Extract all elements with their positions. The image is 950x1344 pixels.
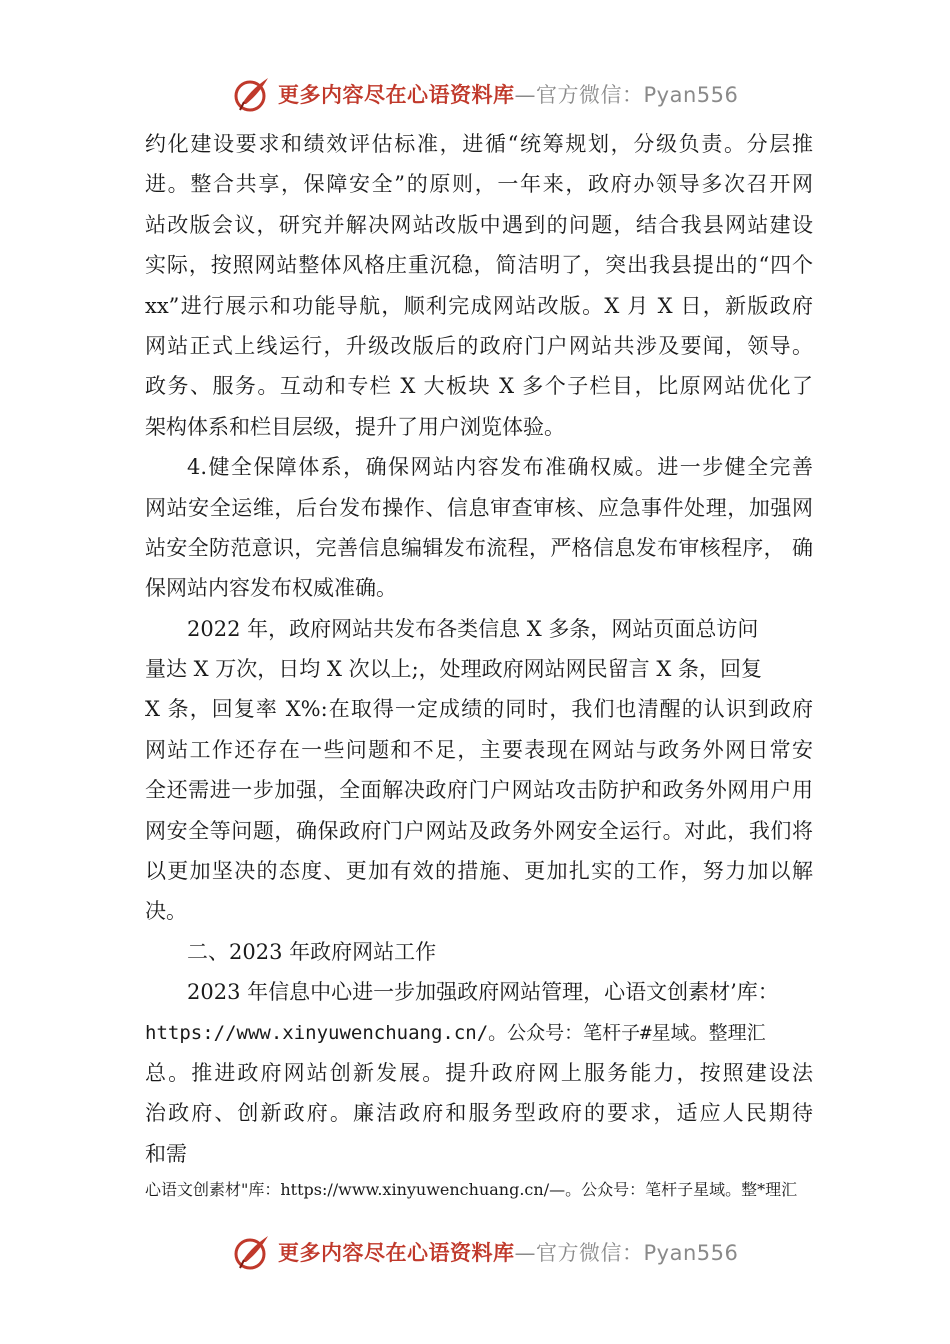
banner-wechat-id: Pyan556 [643,83,739,107]
section-heading [145,932,813,972]
footer-banner [232,1230,752,1274]
text-line: 进。整合共享，保障安全”的原则，一年来，政府办领导多次召开网 [145,172,813,197]
quill-pen-logo-icon [232,1232,272,1272]
text-line: 站安全防范意识，完善信息编辑发布流程，严格信息发布审核程序， 确 [145,535,813,560]
text-line: 约化建设要求和绩效评估标准，进循“统筹规划，分级负责。分层推 [145,132,813,156]
text-line: 架构体系和栏目层级，提升了用户浏览体验。 [145,414,565,439]
banner-title: 更多内容尽在心语资料库 [278,1241,515,1265]
banner-subtitle: —官方微信： [514,83,644,107]
quill-pen-logo-icon [232,74,272,114]
paragraph [145,609,813,932]
text-line: 量达 X 万次，日均 X 次以上;，处理政府网站网民留言 X 条，回复 [145,657,762,682]
banner-wechat-id: Pyan556 [643,1241,739,1265]
text-line: X 条，回复率 X%:在取得一定成绩的同时，我们也清醒的认识到政府 [145,697,813,722]
text-line: 保网站内容发布权威准确。 [145,576,397,601]
footer-note: 心语文创素材"库：https://www.xinyuwenchuang.cn/—。公众号：笔杆子星域。整*理汇 [145,1180,798,1199]
text-line: 网安全等问题，确保政府门户网站及政务外网安全运行。对此，我们将 [145,818,813,843]
text-line: 4.健全保障体系，确保网站内容发布准确权威。进一步健全完善 [187,455,813,480]
text-line: https://www.xinyuwenchuang.cn/。公众号：笔杆子#星域。整理汇 [145,1021,766,1044]
text-line: 2022 年，政府网站共发布各类信息 X 多条，网站页面总访问 [187,616,759,641]
text-line: 总。推进政府网站创新发展。提升政府网上服务能力，按照建设法 [145,1060,813,1085]
text-line: 全还需进一步加强，全面解决政府门户网站攻击防护和政务外网用户用 [145,778,813,803]
banner-title: 更多内容尽在心语资料库 [278,83,515,107]
text-line: xx”进行展示和功能导航，顺利完成网站改版。X 月 X 日，新版政府 [145,293,813,318]
text-line: 站改版会议，研究并解决网站改版中遇到的问题，结合我县网站建设 [145,212,813,237]
paragraph [145,124,813,447]
text-line: 决。 [145,899,187,924]
document-body [145,124,813,1174]
paragraph [145,972,813,1174]
text-line: 实际，按照网站整体风格庄重沉稳，简洁明了，突出我县提出的“四个 [145,253,813,278]
text-line: 网站工作还存在一些问题和不足，主要表现在网站与政务外网日常安 [145,737,813,762]
text-line: 网站正式上线运行，升级改版后的政府门户网站共涉及要闻，领导。 [145,333,813,358]
header-banner [232,72,752,116]
text-line: 治政府、创新政府。廉洁政府和服务型政府的要求，适应人民期待 [145,1101,813,1126]
text-line: 以更加坚决的态度、更加有效的措施、更加扎实的工作，努力加以解 [145,859,813,884]
banner-subtitle: —官方微信： [514,1241,644,1265]
text-line: 网站安全运维，后台发布操作、信息审查审核、应急事件处理，加强网 [145,495,813,520]
heading-text: 二、2023 年政府网站工作 [187,939,437,964]
paragraph [145,447,813,609]
text-line: 2023 年信息中心进一步加强政府网站管理，心语文创素材’库： [187,980,779,1005]
text-line: 政务、服务。互动和专栏 X 大板块 X 多个子栏目，比原网站优化了 [145,374,813,399]
text-line: 和需 [145,1141,187,1166]
